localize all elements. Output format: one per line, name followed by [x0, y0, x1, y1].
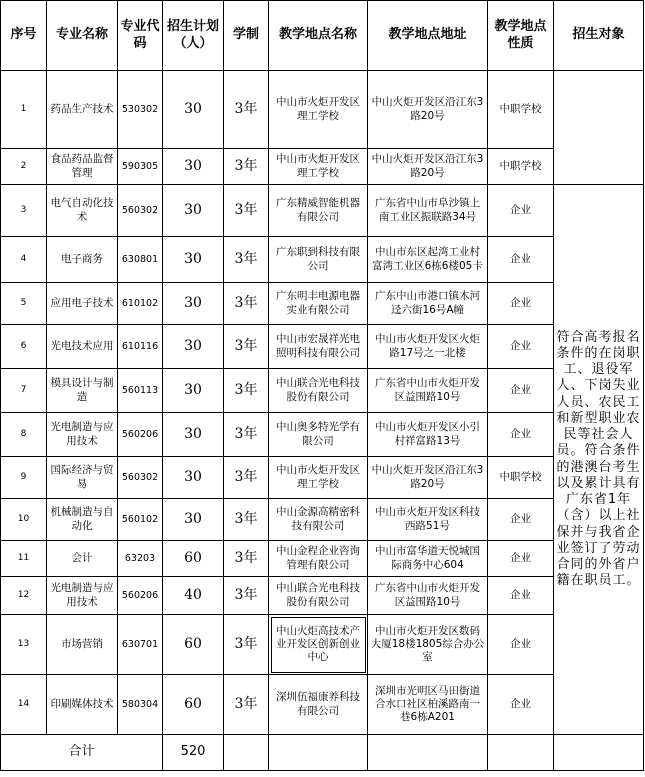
header-major-name: 专业名称 [47, 1, 118, 71]
cell-duration: 3年 [224, 185, 269, 237]
cell-place-nature: 企业 [488, 369, 554, 413]
cell-duration: 3年 [224, 499, 269, 541]
cell-place-nature: 企业 [488, 615, 554, 675]
cell-place-name: 中山市宏晟祥光电照明科技有限公司 [269, 325, 368, 369]
cell-plan: 40 [163, 577, 224, 615]
cell-major-name: 电子商务 [47, 237, 118, 283]
cell-place-nature: 企业 [488, 499, 554, 541]
cell-plan: 30 [163, 325, 224, 369]
cell-place-name: 广东职到科技有限公司 [269, 237, 368, 283]
cell-place-name: 中山联合光电科技股份有限公司 [269, 577, 368, 615]
header-major-code: 专业代码 [118, 1, 163, 71]
target-blank-cell [554, 71, 644, 185]
header-row [1, 1, 644, 71]
cell-major-code: 630701 [118, 615, 163, 675]
cell-place-address: 中山市火炬开发区科技西路51号 [368, 499, 488, 541]
cell-duration: 3年 [224, 541, 269, 577]
cell-place-address: 中山市火炬开发区小引村祥富路13号 [368, 413, 488, 457]
cell-major-code: 560302 [118, 457, 163, 499]
cell-duration: 3年 [224, 149, 269, 185]
header-duration: 学制 [224, 1, 269, 71]
table-row [1, 71, 644, 149]
cell-plan: 60 [163, 615, 224, 675]
cell-major-name: 应用电子技术 [47, 283, 118, 325]
table-row [1, 325, 644, 369]
cell-place-name: 中山联合光电科技股份有限公司 [269, 369, 368, 413]
cell-seq: 5 [1, 283, 47, 325]
header-seq: 序号 [1, 1, 47, 71]
cell-place-nature: 企业 [488, 675, 554, 735]
cell-place-nature: 企业 [488, 541, 554, 577]
cell-duration: 3年 [224, 283, 269, 325]
cell-place-nature: 企业 [488, 237, 554, 283]
cell-place-address: 中山火炬开发区沿江东3路20号 [368, 149, 488, 185]
total-empty-cell [368, 735, 488, 771]
cell-place-address: 中山市火炬开发区火炬路17号之一北楼 [368, 325, 488, 369]
cell-major-name: 印刷媒体技术 [47, 675, 118, 735]
cell-duration: 3年 [224, 237, 269, 283]
cell-major-code: 560206 [118, 577, 163, 615]
cell-duration: 3年 [224, 675, 269, 735]
total-empty-cell [269, 735, 368, 771]
cell-duration: 3年 [224, 369, 269, 413]
table-row [1, 615, 644, 675]
cell-major-name: 模具设计与制造 [47, 369, 118, 413]
cell-place-nature: 企业 [488, 283, 554, 325]
cell-duration: 3年 [224, 457, 269, 499]
header-target: 招生对象 [554, 1, 644, 71]
cell-place-address: 中山火炬开发区沿江东3路20号 [368, 71, 488, 149]
table-row [1, 577, 644, 615]
header-plan: 招生计划（人） [163, 1, 224, 71]
cell-major-code: 610116 [118, 325, 163, 369]
cell-place-address: 中山火炬开发区沿江东3路20号 [368, 457, 488, 499]
table-row [1, 185, 644, 237]
cell-seq: 8 [1, 413, 47, 457]
total-empty-cell [554, 735, 644, 771]
cell-plan: 30 [163, 499, 224, 541]
cell-seq: 13 [1, 615, 47, 675]
cell-major-code: 530302 [118, 71, 163, 149]
cell-place-name: 中山市火炬开发区理工学校 [269, 71, 368, 149]
table-row [1, 237, 644, 283]
cell-place-address: 中山市火炬开发区数码大厦18楼1805综合办公室 [368, 615, 488, 675]
header-place-name: 教学地点名称 [269, 1, 368, 71]
cell-place-address: 广东省中山市火炬开发区益围路10号 [368, 369, 488, 413]
cell-plan: 30 [163, 71, 224, 149]
cell-place-nature: 企业 [488, 185, 554, 237]
cell-duration: 3年 [224, 577, 269, 615]
cell-plan: 60 [163, 541, 224, 577]
cell-place-nature: 中职学校 [488, 71, 554, 149]
table-row [1, 541, 644, 577]
cell-seq: 11 [1, 541, 47, 577]
cell-place-address: 广东省中山市火炬开发区益围路10号 [368, 577, 488, 615]
table-body [1, 71, 644, 771]
cell-seq: 9 [1, 457, 47, 499]
cell-major-code: 560113 [118, 369, 163, 413]
cell-place-address: 中山市富华道天悦城国际商务中心604 [368, 541, 488, 577]
cell-seq: 3 [1, 185, 47, 237]
cell-place-name: 深圳伍福康养科技有限公司 [269, 675, 368, 735]
total-row [1, 735, 644, 771]
cell-place-nature: 企业 [488, 413, 554, 457]
cell-duration: 3年 [224, 413, 269, 457]
table-row [1, 457, 644, 499]
cell-major-name: 机械制造与自动化 [47, 499, 118, 541]
cell-duration: 3年 [224, 325, 269, 369]
cell-major-code: 610102 [118, 283, 163, 325]
cell-plan: 30 [163, 185, 224, 237]
table-row [1, 369, 644, 413]
cell-target: 符合高考报名条件的在岗职工、退役军人、下岗失业人员、农民工和新型职业农民等社会人员。符合条件的港澳台考生以及累计具有广东省1年（含）以上社保并与我省企业签订了劳动合同的外省户籍在职员工。 [554, 185, 644, 735]
cell-plan: 60 [163, 675, 224, 735]
cell-major-name: 光电技术应用 [47, 325, 118, 369]
cell-major-name: 会计 [47, 541, 118, 577]
total-empty-cell [488, 735, 554, 771]
cell-place-address: 广东省中山市阜沙镇上南工业区振联路34号 [368, 185, 488, 237]
table-row [1, 675, 644, 735]
cell-seq: 14 [1, 675, 47, 735]
cell-place-name: 中山金程企业咨询管理有限公司 [269, 541, 368, 577]
cell-major-code: 63203 [118, 541, 163, 577]
cell-major-name: 光电制造与应用技术 [47, 413, 118, 457]
cell-place-name: 广东明丰电源电器实业有限公司 [269, 283, 368, 325]
cell-place-nature: 中职学校 [488, 457, 554, 499]
cell-seq: 6 [1, 325, 47, 369]
total-empty-cell [224, 735, 269, 771]
cell-major-name: 市场营销 [47, 615, 118, 675]
table-row [1, 413, 644, 457]
cell-major-name: 光电制造与应用技术 [47, 577, 118, 615]
cell-major-code: 580304 [118, 675, 163, 735]
cell-seq: 12 [1, 577, 47, 615]
cell-major-name: 电气自动化技术 [47, 185, 118, 237]
cell-place-nature: 企业 [488, 577, 554, 615]
table-row [1, 499, 644, 541]
table-row [1, 283, 644, 325]
cell-place-name: 广东精威智能机器有限公司 [269, 185, 368, 237]
cell-major-code: 630801 [118, 237, 163, 283]
cell-place-name: 中山市火炬开发区理工学校 [269, 457, 368, 499]
cell-plan: 30 [163, 413, 224, 457]
cell-seq: 1 [1, 71, 47, 149]
cell-major-code: 560206 [118, 413, 163, 457]
table-row [1, 149, 644, 185]
cell-major-code: 560102 [118, 499, 163, 541]
cell-major-code: 590305 [118, 149, 163, 185]
cell-duration: 3年 [224, 615, 269, 675]
cell-place-address: 广东中山市港口镇木河迳六街16号A幢 [368, 283, 488, 325]
cell-plan: 30 [163, 369, 224, 413]
cell-place-nature: 中职学校 [488, 149, 554, 185]
cell-major-code: 560302 [118, 185, 163, 237]
cell-seq: 10 [1, 499, 47, 541]
cell-plan: 30 [163, 457, 224, 499]
cell-place-nature: 企业 [488, 325, 554, 369]
cell-major-name: 药品生产技术 [47, 71, 118, 149]
cell-place-name: 中山市火炬开发区理工学校 [269, 149, 368, 185]
cell-seq: 7 [1, 369, 47, 413]
cell-place-name: 中山火炬高技术产业开发区创新创业中心 [269, 615, 368, 675]
total-value: 520 [163, 735, 224, 771]
header-place-address: 教学地点地址 [368, 1, 488, 71]
total-label: 合计 [1, 735, 163, 771]
cell-plan: 30 [163, 149, 224, 185]
cell-plan: 30 [163, 283, 224, 325]
header-place-nature: 教学地点性质 [488, 1, 554, 71]
cell-place-name: 中山奥多特光学有限公司 [269, 413, 368, 457]
cell-major-name: 食品药品监督管理 [47, 149, 118, 185]
cell-place-name: 中山金源高精密科技有限公司 [269, 499, 368, 541]
cell-plan: 30 [163, 237, 224, 283]
cell-place-address: 中山市东区起湾工业村富湾工业区6栋6楼05卡 [368, 237, 488, 283]
cell-major-name: 国际经济与贸易 [47, 457, 118, 499]
cell-duration: 3年 [224, 71, 269, 149]
cell-seq: 4 [1, 237, 47, 283]
cell-seq: 2 [1, 149, 47, 185]
cell-place-address: 深圳市光明区马田街道合水口社区柏溪路南一巷6栋A201 [368, 675, 488, 735]
